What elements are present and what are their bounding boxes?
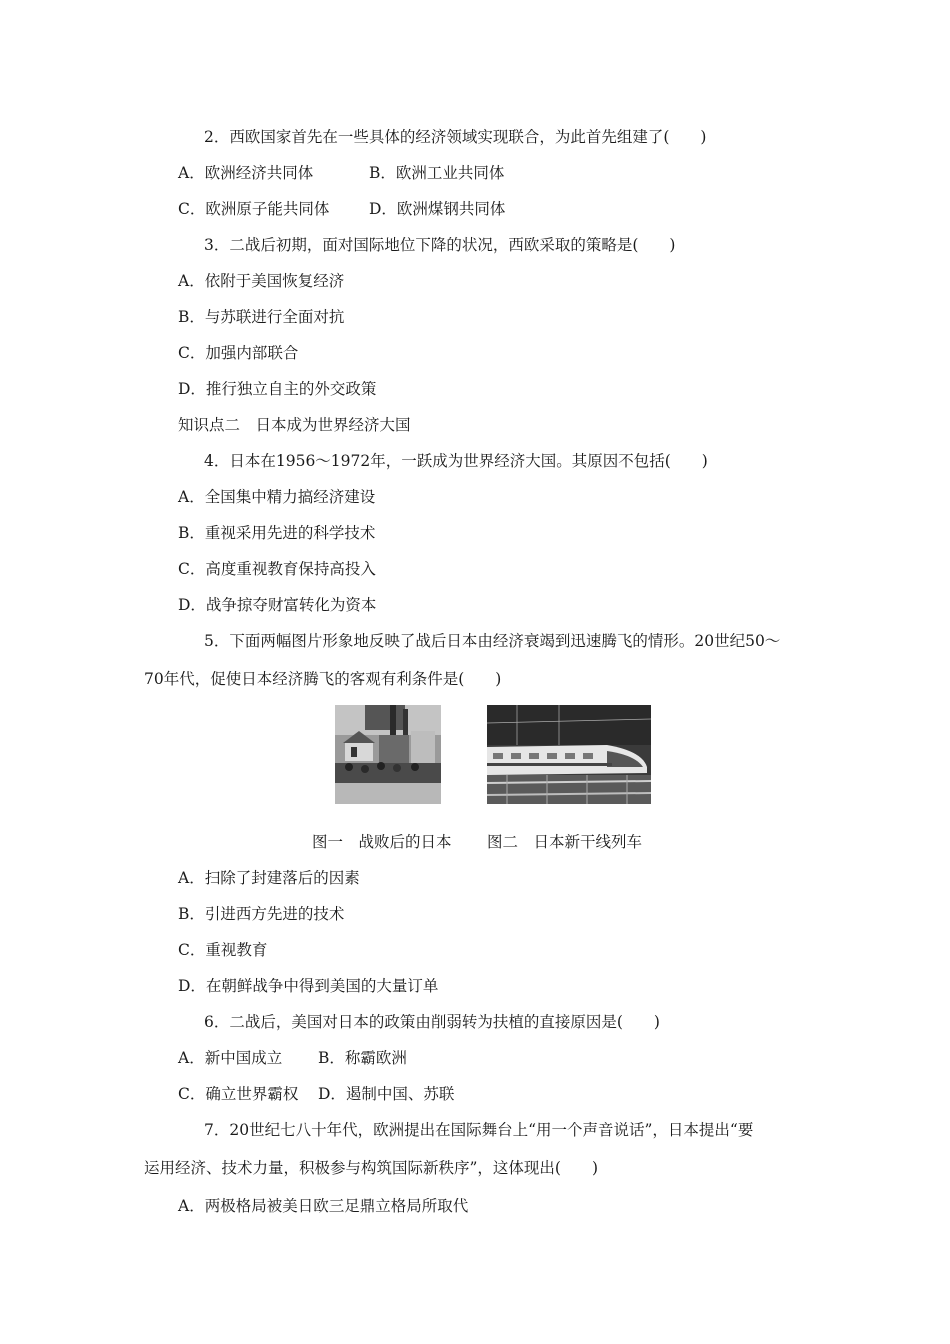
q2-options-row2 (178, 199, 506, 219)
q3-option-c: C．加强内部联合 (178, 344, 299, 362)
q6-options-row1 (178, 1048, 407, 1068)
q2-option-b: B．欧洲工业共同体 (369, 164, 505, 182)
q2-stem: 2．西欧国家首先在一些具体的经济领域实现联合，为此首先组建了( ) (204, 128, 707, 146)
figure1-caption: 图一 战败后的日本 (312, 833, 452, 851)
q6-option-d: D．遏制中国、苏联 (318, 1085, 455, 1103)
q4-option-d: D．战争掠夺财富转化为资本 (178, 596, 377, 614)
q5-option-a: A．扫除了封建落后的因素 (178, 869, 360, 887)
q4-option-a: A．全国集中精力搞经济建设 (178, 488, 376, 506)
q2-options-row1 (178, 163, 505, 183)
figure1-postwar-japan-photo (335, 705, 441, 804)
figure2-shinkansen-photo (487, 705, 651, 804)
q6-option-a: A．新中国成立 (178, 1049, 283, 1067)
q6-option-b: B．称霸欧洲 (318, 1049, 407, 1067)
figure2-caption: 图二 日本新干线列车 (487, 833, 643, 851)
q2-option-d: D．欧洲煤钢共同体 (369, 200, 506, 218)
q4-stem: 4．日本在1956～1972年，一跃成为世界经济大国。其原因不包括( ) (204, 452, 708, 470)
q3-option-a: A．依附于美国恢复经济 (178, 272, 345, 290)
q3-option-b: B．与苏联进行全面对抗 (178, 308, 345, 326)
q5-stem-line2: 70年代，促使日本经济腾飞的客观有利条件是( ) (144, 670, 502, 688)
q6-option-c: C．确立世界霸权 (178, 1085, 299, 1103)
q2-option-a: A．欧洲经济共同体 (178, 164, 314, 182)
q6-options-row2 (178, 1084, 455, 1104)
q7-option-a: A．两极格局被美日欧三足鼎立格局所取代 (178, 1197, 469, 1215)
q7-stem-line1: 7．20世纪七八十年代，欧洲提出在国际舞台上“用一个声音说话”，日本提出“要 (204, 1121, 754, 1139)
figure1-image (335, 705, 441, 804)
q4-option-c: C．高度重视教育保持高投入 (178, 560, 376, 578)
q5-option-d: D．在朝鲜战争中得到美国的大量订单 (178, 977, 439, 995)
q7-stem-line2: 运用经济、技术力量，积极参与构筑国际新秩序”，这体现出( ) (144, 1159, 599, 1177)
q3-stem: 3．二战后初期，面对国际地位下降的状况，西欧采取的策略是( ) (204, 236, 676, 254)
section-heading: 知识点二 日本成为世界经济大国 (178, 416, 411, 434)
q5-option-b: B．引进西方先进的技术 (178, 905, 345, 923)
q3-option-d: D．推行独立自主的外交政策 (178, 380, 377, 398)
figure2-image (487, 705, 651, 804)
q4-option-b: B．重视采用先进的科学技术 (178, 524, 376, 542)
q5-stem-line1: 5．下面两幅图片形象地反映了战后日本由经济衰竭到迅速腾飞的情形。20世纪50～ (204, 632, 781, 650)
q5-option-c: C．重视教育 (178, 941, 268, 959)
q2-option-c: C．欧洲原子能共同体 (178, 200, 330, 218)
q6-stem: 6．二战后，美国对日本的政策由削弱转为扶植的直接原因是( ) (204, 1013, 660, 1031)
